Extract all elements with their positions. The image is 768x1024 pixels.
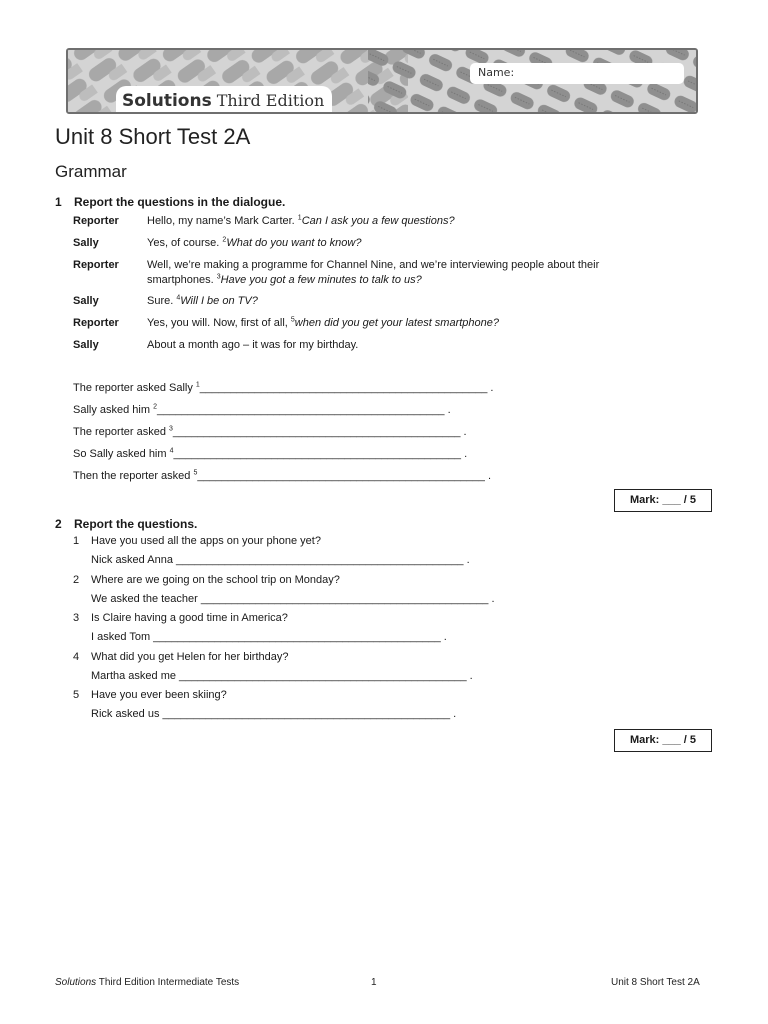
item-number: 4 bbox=[73, 651, 80, 663]
q2-instruction: Report the questions. bbox=[74, 517, 198, 531]
q2-heading bbox=[55, 517, 197, 531]
dialogue-ref-number: 1 bbox=[297, 214, 302, 222]
q2-mark-box: Mark: ___ / 5 bbox=[614, 729, 712, 752]
dialogue-ref-number: 5 bbox=[290, 316, 295, 324]
dialogue-question: when did you get your latest smartphone? bbox=[294, 317, 500, 329]
answer-blank[interactable]: _______________________________________________ bbox=[172, 426, 461, 438]
answer-line[interactable] bbox=[73, 448, 467, 460]
item-question: Is Claire having a good time in America? bbox=[91, 612, 288, 624]
answer-lead: Sally asked him bbox=[73, 404, 154, 416]
dialogue-speaker: Reporter bbox=[73, 259, 119, 271]
answer-line[interactable] bbox=[73, 470, 491, 482]
answer-ref-number: 5 bbox=[193, 469, 198, 477]
item-answer-line[interactable]: I asked Tom _______________________________________________ . bbox=[91, 631, 447, 643]
answer-line[interactable] bbox=[73, 382, 493, 394]
answer-ref-number: 1 bbox=[195, 381, 200, 389]
item-number: 1 bbox=[73, 535, 80, 547]
q1-heading bbox=[55, 195, 285, 209]
brand-sub: Third Edition bbox=[216, 91, 325, 110]
item-answer-line[interactable]: We asked the teacher _______________________________________________ . bbox=[91, 593, 495, 605]
dialogue-ref-number: 4 bbox=[176, 294, 181, 302]
item-answer-line[interactable]: Rick asked us _______________________________________________ . bbox=[91, 708, 457, 720]
answer-blank[interactable]: _______________________________________________ bbox=[199, 382, 488, 394]
q2-number: 2 bbox=[55, 517, 62, 531]
dialogue-speaker: Reporter bbox=[73, 317, 119, 329]
dialogue-plain: About a month ago – it was for my birthday. bbox=[147, 339, 359, 351]
dialogue-speaker: Sally bbox=[73, 339, 99, 351]
item-answer-line[interactable]: Martha asked me _______________________________________________ . bbox=[91, 670, 473, 682]
answer-ref-number: 4 bbox=[169, 447, 174, 455]
q1-mark-box: Mark: ___ / 5 bbox=[614, 489, 712, 512]
dialogue-plain: Hello, my name’s Mark Carter. bbox=[147, 215, 298, 227]
footer-series: Third Edition Intermediate Tests bbox=[96, 977, 240, 988]
answer-lead: So Sally asked him bbox=[73, 448, 170, 460]
dialogue-question: Will I be on TV? bbox=[180, 295, 258, 307]
answer-end: . bbox=[484, 470, 492, 482]
answer-blank[interactable]: _______________________________________________ bbox=[197, 470, 485, 482]
header-banner bbox=[66, 48, 698, 114]
name-field-box bbox=[470, 63, 684, 84]
q1-instruction: Report the questions in the dialogue. bbox=[74, 195, 286, 209]
dialogue-question: Have you got a few minutes to talk to us? bbox=[220, 274, 422, 286]
dialogue-plain: Yes, you will. Now, first of all, bbox=[147, 317, 291, 329]
dialogue-text bbox=[147, 294, 647, 309]
footer-page-number: 1 bbox=[371, 977, 377, 988]
dialogue-plain: Yes, of course. bbox=[147, 237, 223, 249]
dialogue-text bbox=[147, 236, 647, 251]
item-question: Have you used all the apps on your phone yet? bbox=[91, 535, 321, 547]
answer-end: . bbox=[460, 426, 467, 438]
dialogue-speaker: Sally bbox=[73, 237, 99, 249]
answer-end: . bbox=[487, 382, 494, 394]
item-question: Where are we going on the school trip on Monday? bbox=[91, 574, 340, 586]
item-question: Have you ever been skiing? bbox=[91, 689, 227, 701]
answer-end: . bbox=[444, 404, 451, 416]
answer-line[interactable] bbox=[73, 426, 467, 438]
footer-right: Unit 8 Short Test 2A bbox=[611, 977, 700, 988]
answer-end: . bbox=[461, 448, 468, 460]
footer-left bbox=[55, 977, 239, 988]
item-number: 3 bbox=[73, 612, 80, 624]
section-title: Grammar bbox=[55, 162, 127, 181]
answer-ref-number: 3 bbox=[169, 425, 173, 433]
dialogue-text bbox=[147, 338, 647, 353]
dialogue-text bbox=[147, 214, 647, 229]
dialogue-ref-number: 2 bbox=[222, 236, 227, 244]
dialogue-ref-number: 3 bbox=[216, 273, 221, 281]
brand-main: Solutions bbox=[122, 91, 212, 111]
answer-ref-number: 2 bbox=[153, 403, 157, 411]
dialogue-speaker: Reporter bbox=[73, 215, 119, 227]
dialogue-plain: Sure. bbox=[147, 295, 177, 307]
item-answer-line[interactable]: Nick asked Anna _______________________________________________ . bbox=[91, 554, 470, 566]
item-question: What did you get Helen for her birthday? bbox=[91, 651, 289, 663]
answer-blank[interactable]: _______________________________________________ bbox=[173, 448, 462, 460]
answer-lead: Then the reporter asked bbox=[73, 470, 194, 482]
name-label: Name: bbox=[478, 66, 515, 79]
q1-number: 1 bbox=[55, 195, 62, 209]
dialogue-text bbox=[147, 316, 647, 331]
answer-lead: The reporter asked bbox=[73, 426, 169, 438]
brand-logo bbox=[116, 86, 332, 114]
dialogue-question: Can I ask you a few questions? bbox=[301, 215, 455, 227]
answer-lead: The reporter asked Sally bbox=[73, 382, 196, 394]
dialogue-plain: Well, we’re making a programme for Channel Nine, and we’re interviewing people about their smartphones. bbox=[147, 259, 600, 286]
dialogue-question: What do you want to know? bbox=[226, 237, 362, 249]
dialogue-speaker: Sally bbox=[73, 295, 99, 307]
answer-blank[interactable]: _______________________________________________ bbox=[157, 404, 445, 416]
dialogue-text bbox=[147, 258, 647, 288]
item-number: 5 bbox=[73, 689, 80, 701]
answer-line[interactable] bbox=[73, 404, 451, 416]
item-number: 2 bbox=[73, 574, 80, 586]
footer-brand: Solutions bbox=[55, 977, 97, 988]
page-title: Unit 8 Short Test 2A bbox=[55, 124, 251, 149]
